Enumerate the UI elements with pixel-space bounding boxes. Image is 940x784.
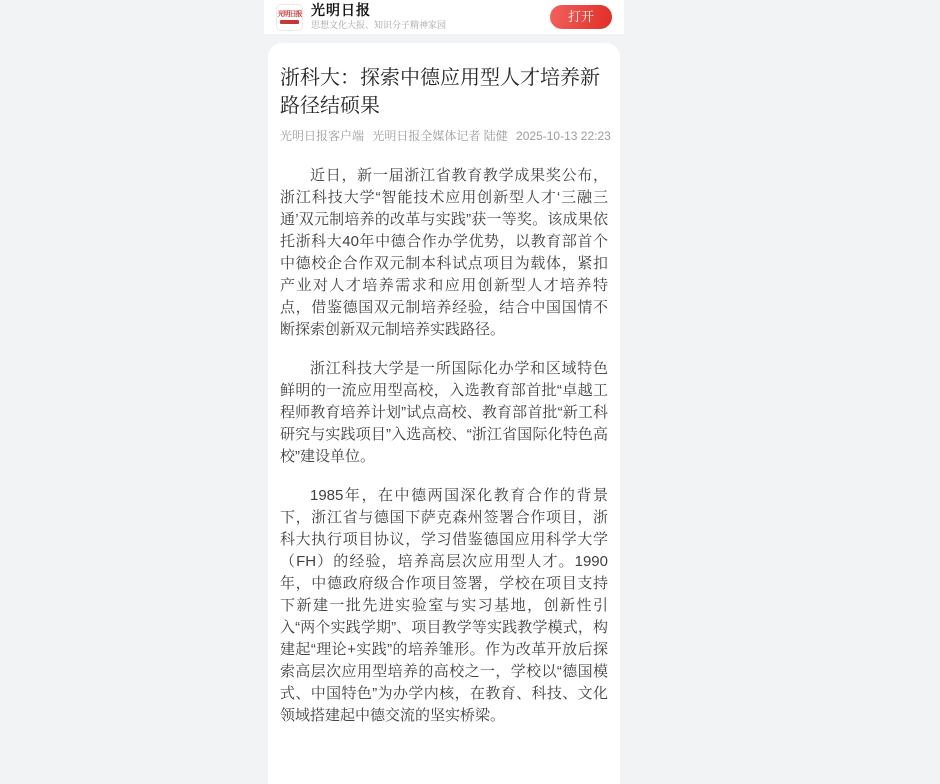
logo-calligraphy-text: 光明日报 <box>277 10 302 18</box>
app-banner-text <box>311 4 446 31</box>
article-paragraph: 近日，新一届浙江省教育教学成果奖公布，浙江科技大学“智能技术应用创新型人才‘三融三通’双元制培养的改革与实践”获一等奖。该成果依托浙科大40年中德合作办学优势，以教育部首个中德校企合作双元制本科试点项目为载体，紧扣产业对人才培养需求和应用创新型人才培养特点，借鉴德国双元制培养经验，结合中国国情不断探索创新双元制培养实践路径。 <box>280 167 608 338</box>
article-title: 浙科大：探索中德应用型人才培养新路径结硕果 <box>280 67 600 117</box>
app-banner <box>264 0 624 34</box>
guangming-daily-logo <box>276 4 303 31</box>
byline-source: 光明日报客户端 <box>280 129 365 143</box>
byline-timestamp: 2025-10-13 22:23 <box>516 129 611 143</box>
article-card <box>268 43 620 784</box>
app-tagline: 思想文化大报、知识分子精神家园 <box>311 19 447 30</box>
logo-red-bar <box>280 20 299 24</box>
app-name: 光明日报 <box>311 3 371 19</box>
byline-reporter: 光明日报全媒体记者 陆健 <box>372 129 508 143</box>
article-body <box>280 165 608 727</box>
article-paragraph: 浙江科技大学是一所国际化办学和区域特色鲜明的一流应用型高校，入选教育部首批“卓越工程师教育培养计划”试点高校、教育部首批“新工科研究与实践项目”入选高校、“浙江省国际化特色高校”建设单位。 <box>280 360 608 465</box>
article-paragraph: 1985年，在中德两国深化教育合作的背景下，浙江省与德国下萨克森州签署合作项目，浙科大执行项目协议，学习借鉴德国应用科学大学（FH）的经验，培养高层次应用型人才。1990年，中德政府级合作项目签署，学校在项目支持下新建一批先进实验室与实习基地，创新性引入“两个实践学期”、项目教学等实践教学模式，构建起“理论+实践”的培养雏形。作为改革开放后探索高层次应用型培养的高校之一，学校以“德国模式、中国特色”为办学内核，在教育、科技、文化领域搭建起中德交流的坚实桥梁。 <box>280 487 608 724</box>
mobile-viewport <box>264 0 624 727</box>
open-app-button[interactable]: 打开 <box>550 5 612 29</box>
article-byline <box>280 129 611 144</box>
banner-card-gap <box>264 34 624 43</box>
